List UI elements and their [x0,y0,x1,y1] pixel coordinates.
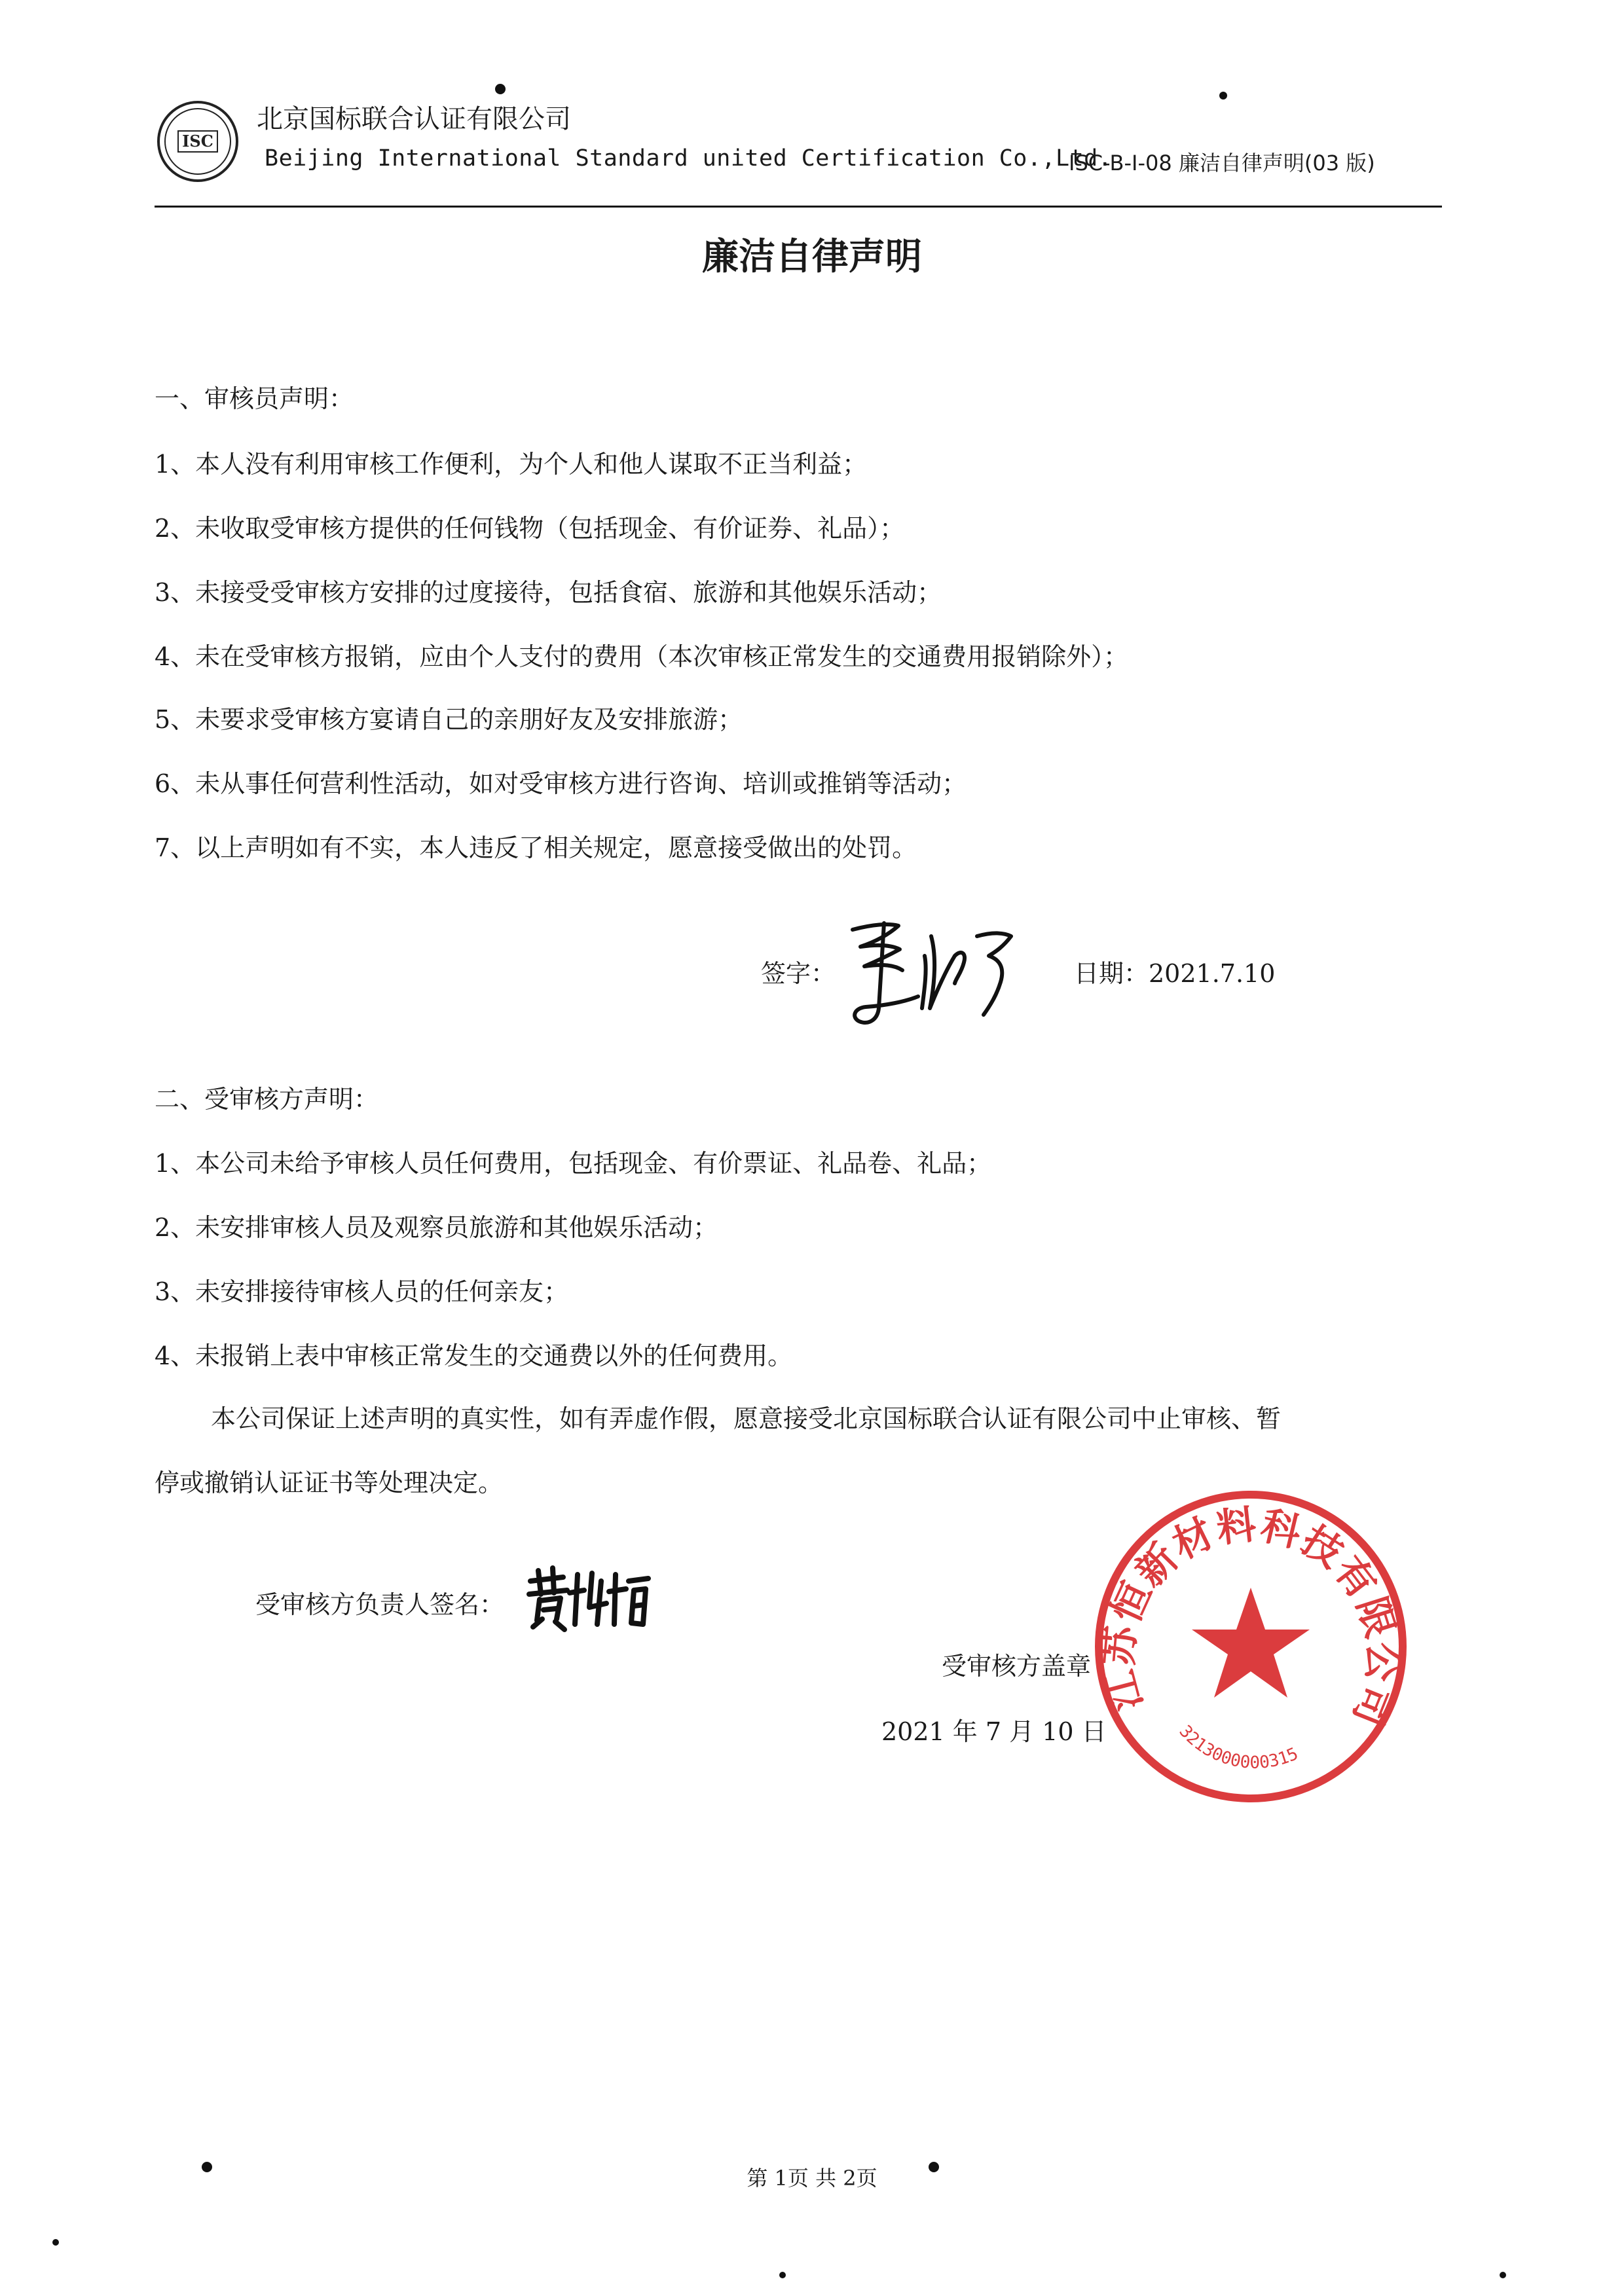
auditee-item: 3、未安排接待审核人员的任何亲友； [155,1277,569,1306]
guarantee-paragraph-line2: 停或撤销认证证书等处理决定。 [155,1468,504,1497]
company-name-cn: 北京国标联合认证有限公司 [257,104,571,134]
document-title: 廉洁自律声明 [702,236,922,278]
auditor-item: 5、未要求受审核方宴请自己的亲朋好友及安排旅游； [155,705,743,734]
auditee-seal-label: 受审核方盖章 [942,1652,1092,1681]
header-divider [155,206,1442,208]
auditor-handwritten-signature [826,910,1036,1041]
responsible-person-signature-label: 受审核方负责人签名： [255,1590,505,1619]
auditee-item: 1、本公司未给予审核人员任何费用，包括现金、有价票证、礼品卷、礼品； [155,1149,992,1178]
binder-hole-mark [202,2162,212,2172]
company-logo [155,98,241,185]
guarantee-paragraph-line1: 本公司保证上述声明的真实性，如有弄虚作假，愿意接受北京国标联合认证有限公司中止审核、暂 [211,1404,1282,1433]
scan-speck [1219,92,1227,100]
scan-speck [52,2239,59,2246]
auditor-item: 4、未在受审核方报销，应由个人支付的费用（本次审核正常发生的交通费用报销除外）； [155,642,1129,671]
seal-ring-text: 江苏恒新材料科技有限公司 [1096,1501,1405,1733]
form-code: ISC-B-I-08 廉洁自律声明(03 版) [1069,151,1375,175]
company-seal-stamp [1087,1483,1414,1810]
seal-number: 3213000000315 [1175,1721,1302,1773]
auditor-signature-label: 签字： [761,959,836,988]
auditor-item: 2、未收取受审核方提供的任何钱物（包括现金、有价证券、礼品）； [155,514,905,543]
auditor-item: 1、本人没有利用审核工作便利，为个人和他人谋取不正当利益； [155,450,868,479]
auditor-item: 7、以上声明如有不实，本人违反了相关规定，愿意接受做出的处罚。 [155,833,917,862]
auditor-item: 6、未从事任何营利性活动，如对受审核方进行咨询、培训或推销等活动； [155,769,967,798]
binder-hole-mark [929,2162,939,2172]
auditee-item: 4、未报销上表中审核正常发生的交通费以外的任何费用。 [155,1341,793,1370]
scan-speck [779,2272,786,2278]
scan-speck [495,84,506,94]
scan-speck [1500,2272,1506,2278]
company-name-en: Beijing International Standard united Certification Co.,Ltd. [265,145,1113,172]
auditor-item: 3、未接受受审核方安排的过度接待，包括食宿、旅游和其他娱乐活动； [155,578,942,607]
responsible-person-handwritten-signature [524,1561,655,1633]
seal-star-icon [1192,1588,1310,1698]
logo-text: ISC [182,132,213,151]
page-number: 第 1页 共 2页 [747,2166,877,2191]
auditee-item: 2、未安排审核人员及观察员旅游和其他娱乐活动； [155,1213,718,1242]
auditee-seal-date: 2021 年 7 月 10 日 [881,1717,1107,1746]
auditee-section-heading: 二、受审核方声明： [155,1085,379,1114]
auditor-signature-date: 日期：2021.7.10 [1074,959,1276,988]
auditor-section-heading: 一、审核员声明： [155,384,354,413]
